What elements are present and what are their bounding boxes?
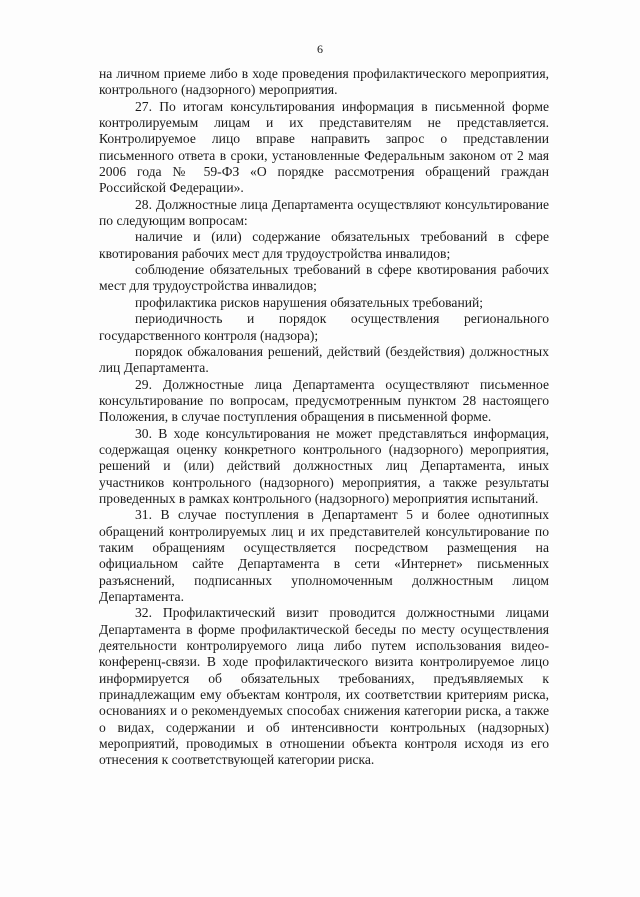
list-item-control-periodicity: периодичность и порядок осуществления регионального государственного контроля (надзора); [99,311,549,343]
paragraph-28: 28. Должностные лица Департамента осуществляют консультирование по следующим вопросам: [99,196,549,229]
paragraph-30: 30. В ходе консультирования не может представляться информация, содержащая оценку конкретного контрольного (надзорного) мероприятия, решений и (или) действий должностных лиц Департамента, иных участников контрольного (надзорного) мероприятия, а также результаты проведенных в рамках контрольного (надзорного) мероприятия испытаний. [99,425,549,506]
list-item-risk-prevention: профилактика рисков нарушения обязательных требований; [135,294,484,310]
paragraph-32: 32. Профилактический визит проводится должностными лицами Департамента в форме профилактической беседы по месту осуществления деятельности контролируемого лица либо путем использования видео-конференц-связи. В ходе профилактического визита контролируемое лицо информируется об обязательных требованиях, предъявляемых к принадлежащим ему объектам контроля, их соответствии критериям риска, основаниях и о рекомендуемых способах снижения категории риска, а также о видах, содержании и об интенсивности контрольных (надзорных) мероприятий, проводимых в отношении объекта контроля исходя из его отнесения к соответствующей категории риска. [99,605,549,768]
paragraph-31: 31. В случае поступления в Департамент 5 и более однотипных обращений контролируемых лиц и их представителей консультирование по таким обращениям осуществляется посредством размещения на официальном сайте Департамента в сети «Интернет» письменных разъяснений, подписанных уполномоченным должностным лицом Департамента. [99,507,549,604]
paragraph-continuation: на личном приеме либо в ходе проведения профилактического мероприятия, контрольного (надзорного) мероприятия. [99,66,549,98]
paragraph-29: 29. Должностные лица Департамента осуществляют письменное консультирование по вопросам, предусмотренным пунктом 28 настоящего Положения, в случае поступления обращения в письменной форме. [99,376,549,425]
list-item-requirements-content: наличие и (или) содержание обязательных требований в сфере квотирования рабочих мест для трудоустройства инвалидов; [99,229,549,261]
paragraph-27: 27. По итогам консультирования информация в письменной форме контролируемым лицам и их представителям не представляется. Контролируемое лицо вправе направить запрос о представлении письменного ответа в сроки, установленные Федеральным законом от 2 мая 2006 года № 59-ФЗ «О порядке рассмотрения обращений граждан Российской Федерации». [99,98,549,196]
list-item-appeal-procedure: порядок обжалования решений, действий (бездействия) должностных лиц Департамента. [99,343,549,376]
list-item-requirements-compliance: соблюдение обязательных требований в сфере квотирования рабочих мест для трудоустройства инвалидов; [99,262,549,294]
document-body [99,66,549,769]
page-number: 6 [317,42,323,56]
